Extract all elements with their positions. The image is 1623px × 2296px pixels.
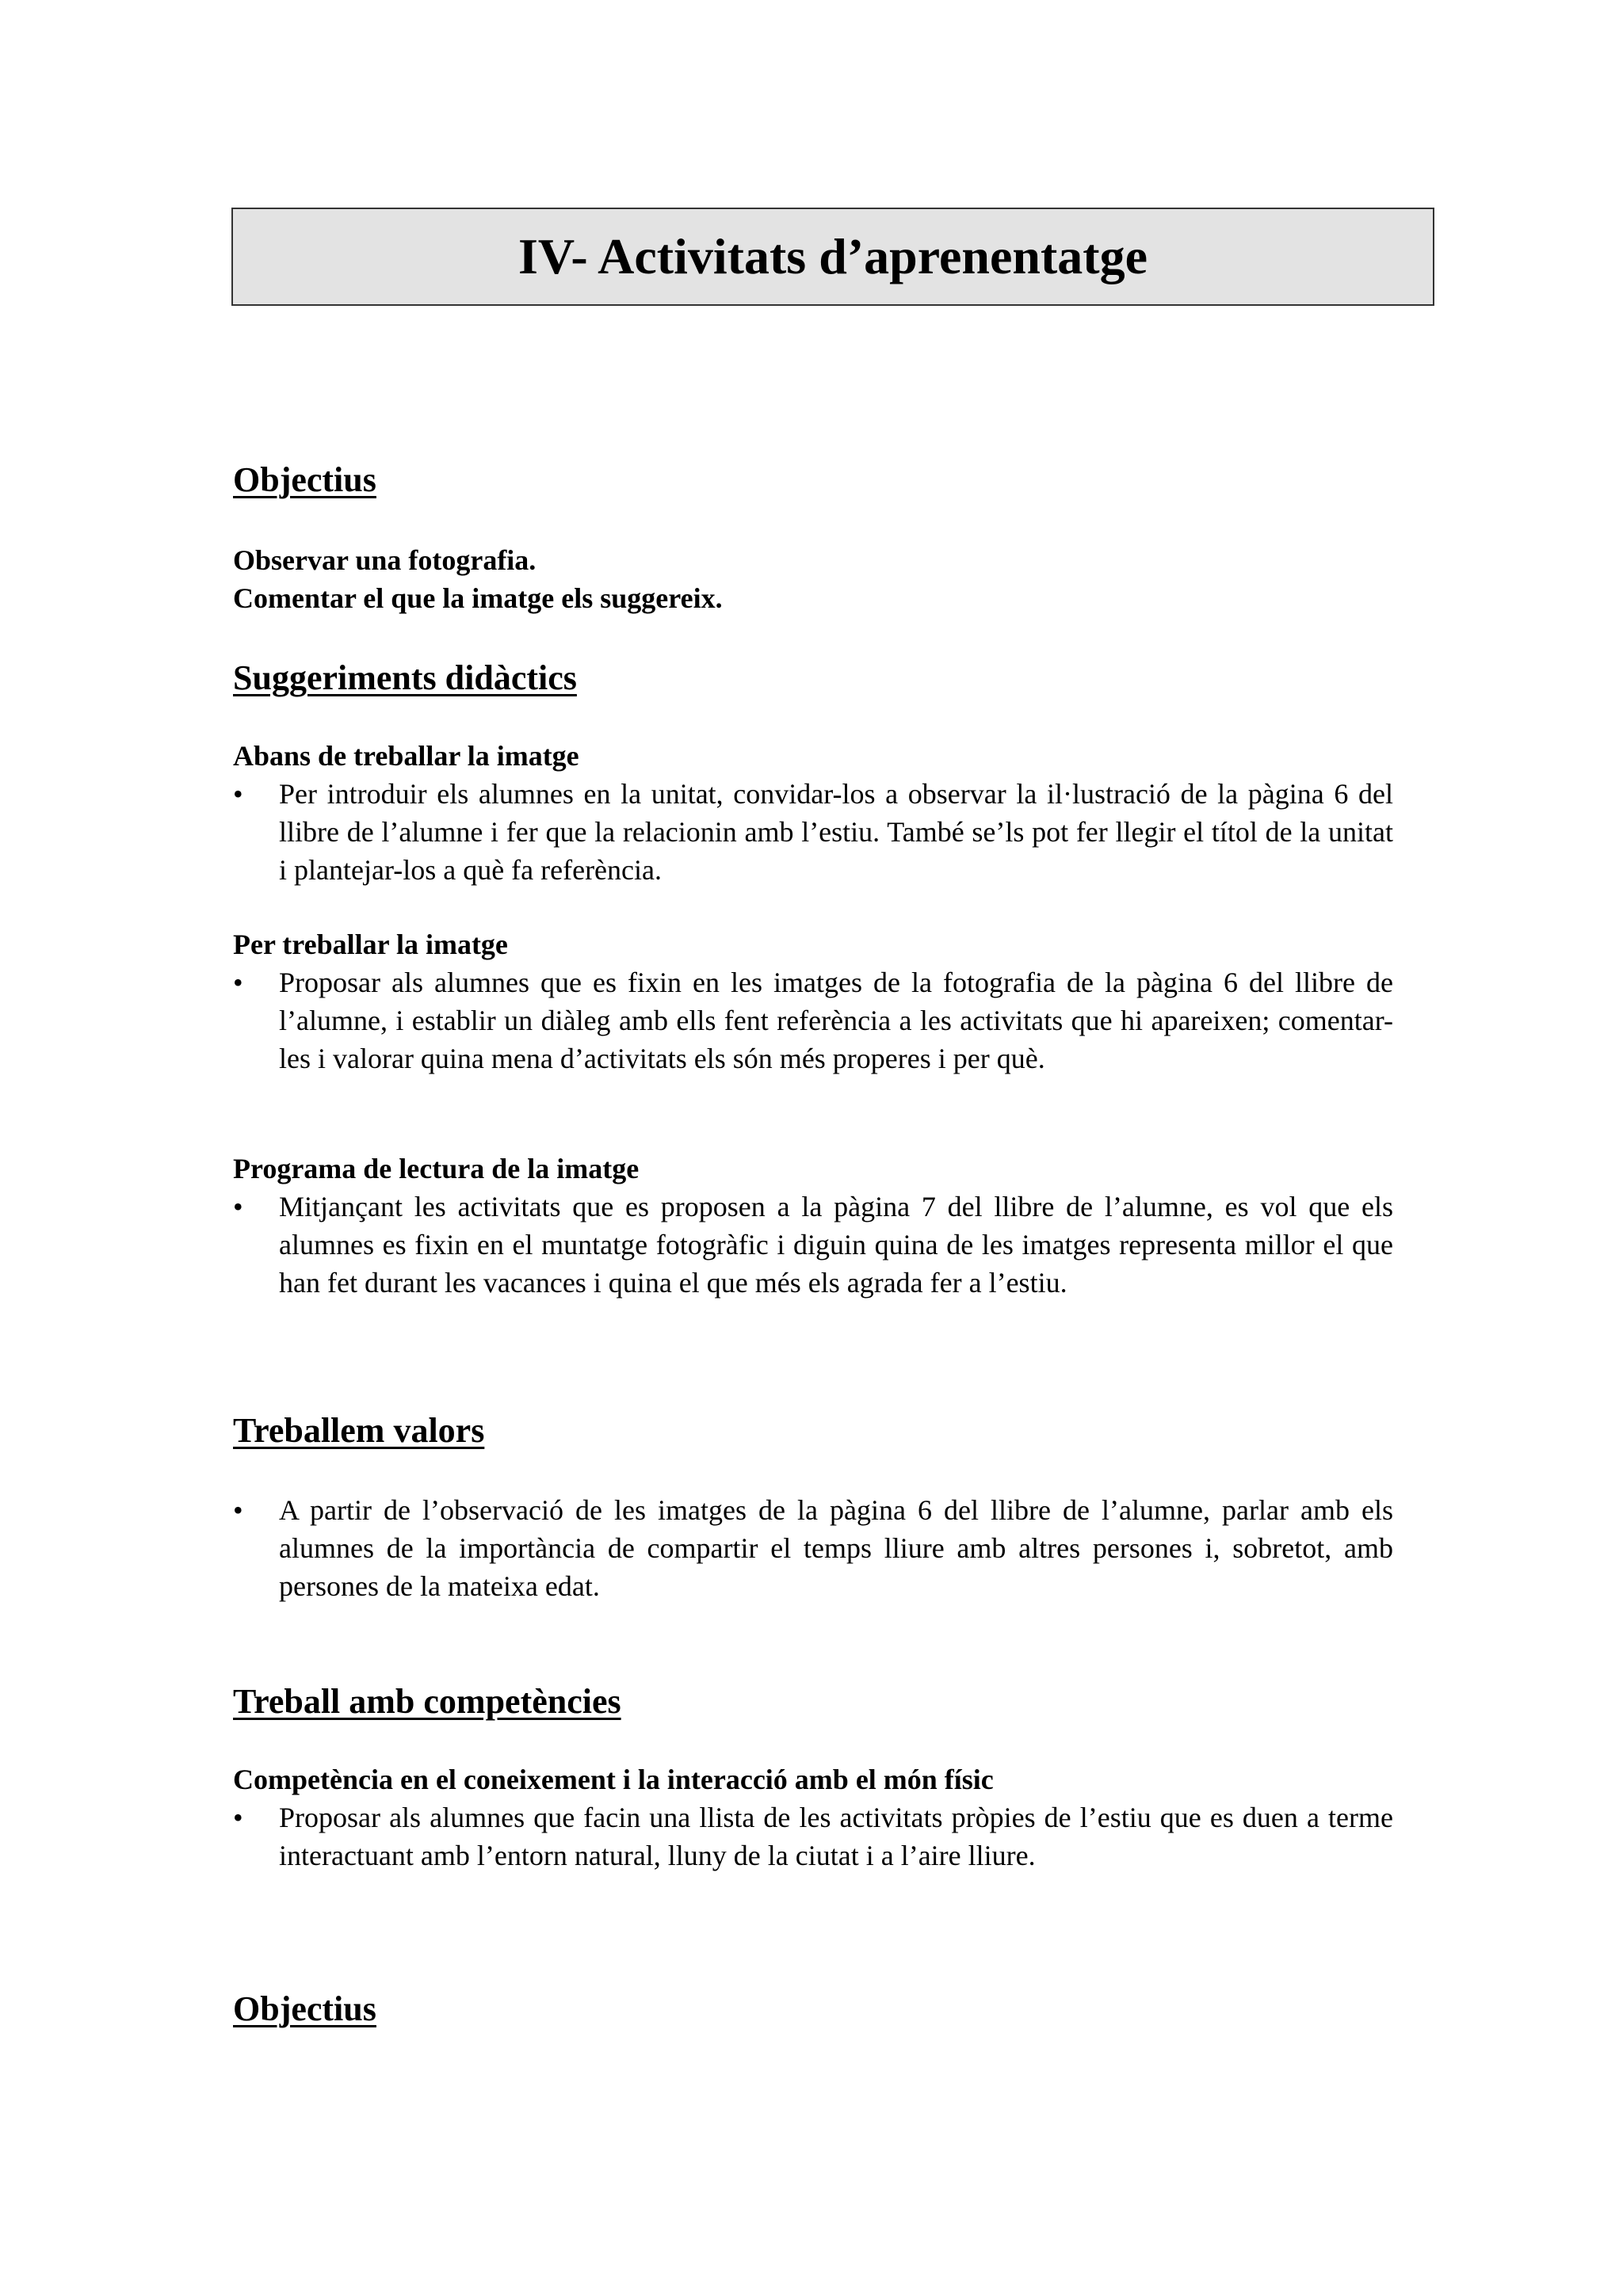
bullet-item xyxy=(233,1798,1393,1875)
objective-line: Comentar el que la imatge els suggereix. xyxy=(233,582,723,614)
subheading-programa: Programa de lectura de la imatge xyxy=(233,1153,640,1184)
bullet-item xyxy=(233,963,1393,1077)
page-title: IV- Activitats d’aprenentatge xyxy=(518,228,1148,284)
section-heading-valors: Treballem valors xyxy=(233,1411,485,1450)
bullet-item xyxy=(233,775,1393,889)
objective-line: Observar una fotografia. xyxy=(233,544,537,576)
bullet-text: Mitjançant les activitats que es proposen a la pàgina 7 del llibre de l’alumne, es vol que els alumnes es fixin en el muntatge fotogràfic i diguin quina de les imatges representa millor el que han fet durant les vacances i quina el que més els agrada fer a l’estiu. xyxy=(279,1191,1393,1299)
bullet-marker: • xyxy=(233,778,243,810)
bullet-marker: • xyxy=(233,967,243,998)
subheading-abans: Abans de treballar la imatge xyxy=(233,740,579,772)
bullet-item xyxy=(233,1491,1393,1605)
bullet-marker: • xyxy=(233,1802,243,1833)
bullet-text: A partir de l’observació de les imatges de la pàgina 6 del llibre de l’alumne, parlar amb els alumnes de la importància de compartir el temps lliure amb altres persones i, sobretot, amb persones de la mateixa edat. xyxy=(279,1494,1393,1602)
section-heading-suggeriments: Suggeriments didàctics xyxy=(233,658,577,697)
bullet-text: Proposar als alumnes que es fixin en les imatges de la fotografia de la pàgina 6 del llibre de l’alumne, i establir un diàleg amb ells fent referència a les activitats que hi apareixen; comentar-les i valorar quina mena d’activitats els són més properes i per què. xyxy=(279,967,1393,1074)
subheading-competencia: Competència en el coneixement i la interacció amb el món físic xyxy=(233,1764,994,1795)
bullet-marker: • xyxy=(233,1191,243,1222)
bullet-marker: • xyxy=(233,1494,243,1526)
bullet-text: Proposar als alumnes que facin una llista de les activitats pròpies de l’estiu que es duen a terme interactuant amb l’entorn natural, lluny de la ciutat i a l’aire lliure. xyxy=(279,1802,1393,1871)
bullet-text: Per introduir els alumnes en la unitat, convidar-los a observar la il·lustració de la pàgina 6 del llibre de l’alumne i fer que la relacionin amb l’estiu. També se’ls pot fer llegir el títol de la unitat i plantejar-los a què fa referència. xyxy=(279,778,1393,886)
subheading-per-treballar: Per treballar la imatge xyxy=(233,929,508,960)
section-heading-competencies: Treball amb competències xyxy=(233,1682,621,1721)
section-heading-objectius: Objectius xyxy=(233,460,376,499)
bullet-item xyxy=(233,1188,1393,1302)
section-heading-objectius-2: Objectius xyxy=(233,1989,376,2028)
title-box xyxy=(231,208,1434,306)
